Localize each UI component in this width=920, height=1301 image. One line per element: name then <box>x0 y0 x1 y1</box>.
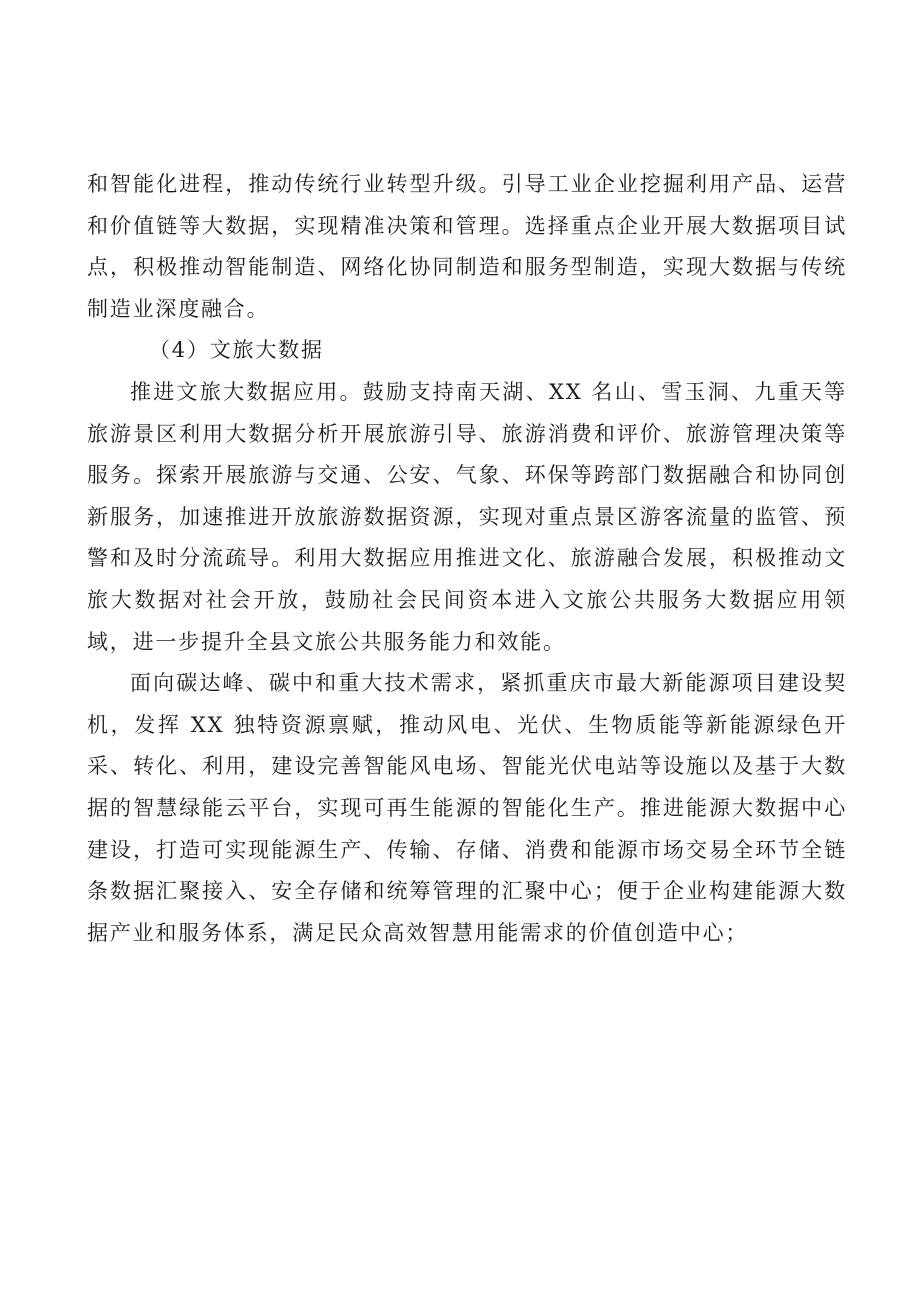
paragraph-manufacturing-continuation: 和智能化进程，推动传统行业转型升级。引导工业企业挖掘利用产品、运营和价值链等大数据，实现精准决策和管理。选择重点企业开展大数据项目试点，积极推动智能制造、网络化协同制造和服务型制造，实现大数据与传统制造业深度融合。 <box>87 172 847 321</box>
section-heading-cultural-tourism: （4）文旅大数据 <box>149 338 324 363</box>
document-body <box>87 164 847 954</box>
paragraph-energy-big-data: 面向碳达峰、碳中和重大技术需求，紧抓重庆市最大新能源项目建设契机，发挥 XX 独特资源禀赋，推动风电、光伏、生物质能等新能源绿色开采、转化、利用，建设完善智能风电场、智能光伏电站等设施以及基于大数据的智慧绿能云平台，实现可再生能源的智能化生产。推进能源大数据中心建设，打造可实现能源生产、传输、存储、消费和能源市场交易全环节全链条数据汇聚接入、安全存储和统筹管理的汇聚中心；便于企业构建能源大数据产业和服务体系，满足民众高效智慧用能需求的价值创造中心； <box>87 671 847 945</box>
paragraph-cultural-tourism-big-data: 推进文旅大数据应用。鼓励支持南天湖、XX 名山、雪玉洞、九重天等旅游景区利用大数据分析开展旅游引导、旅游消费和评价、旅游管理决策等服务。探索开展旅游与交通、公安、气象、环保等跨部门数据融合和协同创新服务，加速推进开放旅游数据资源，实现对重点景区游客流量的监管、预警和及时分流疏导。利用大数据应用推进文化、旅游融合发展，积极推动文旅大数据对社会开放，鼓励社会民间资本进入文旅公共服务大数据应用领域，进一步提升全县文旅公共服务能力和效能。 <box>87 379 847 654</box>
